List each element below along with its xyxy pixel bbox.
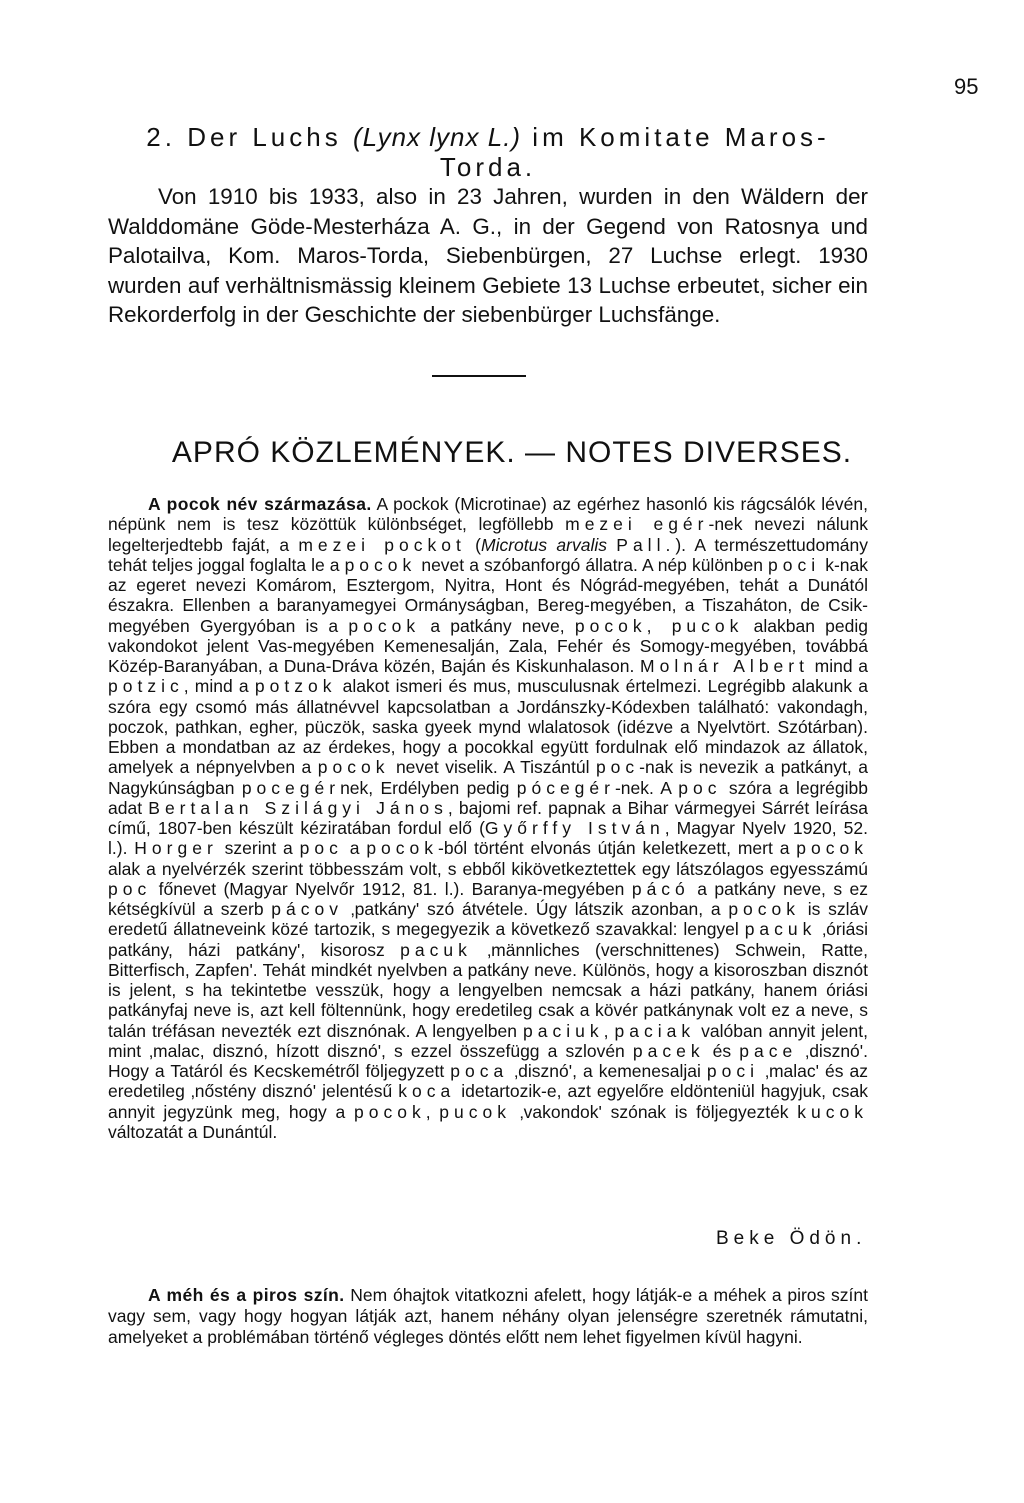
text-run: alakban pedig vakondokot jelent Vas-megyében Kemenesalján, Zala, Fehér és Somogy-megyében, továbbá Közép-Baranyában, a Duna-Dráva közén, Baján és Kiskunhalason. [108, 615, 868, 676]
text-run: nevet a szóbanforgó állatra. A nép különben [416, 554, 769, 575]
spaced-term: pace [739, 1040, 798, 1061]
text-run: változatát a Dunántúl. [108, 1121, 278, 1142]
text-run: a patkány neve, s ez kétségkívül a szerb [108, 878, 868, 919]
text-run: ‚vakondok' szónak is följegyezték [511, 1101, 798, 1122]
text-run: nek, Erdélyben pedig [340, 777, 517, 798]
spaced-term: pocok [728, 899, 801, 919]
text-run: ( [465, 534, 481, 555]
spaced-term: paciak [614, 1020, 696, 1041]
text-run: Nem óhajtok vitatkozni afelett, hogy látják-e a méhek a piros színt vagy sem, vagy hogy hogyan látják azt, hanem néhány olyan jelenségre szeretnék rámutatni, amelyeket a problémában történő végleges döntés előtt nem lehet figyelmen kívül hagyni. [108, 1285, 868, 1347]
text-run: , [425, 1101, 440, 1122]
text-run: -ból történt elvonás útján keletkezett, mert a [438, 838, 797, 859]
text-run: szerint a [217, 838, 300, 859]
article-body-luchs: Von 1910 bis 1933, also in 23 Jahren, wurden in den Wäldern der Walddomäne Göde-Mesterháza A. G., in der Gegend von Ratosnya und Palotailva, Kom. Maros-Torda, Siebenbürgen, 27 Luchse erlegt. 1930 wurden auf verhältnismässig kleinem Gebiete 13 Luchse erbeutet, sicher ein Rekorderfolg in der Geschichte der siebenbürger Luchsfänge. [108, 184, 868, 327]
article-body-pocok [108, 494, 868, 1142]
spaced-term: mezei egér [565, 514, 709, 535]
spaced-term: mezei pockot [298, 534, 466, 555]
text-run: ‚malac' és az eredetileg ‚nőstény disznó' jelentésű [108, 1061, 869, 1102]
text-run: -nak is nevezik a patkányt, a Nagykúnságban [108, 757, 869, 798]
text-run: -nek. A [614, 777, 679, 798]
title-prefix: 2. Der Luchs [146, 122, 353, 152]
spaced-term: pocok [317, 757, 390, 778]
text-run: k-nak az egeret nevezi Komárom, Esztergom, Nyitra, Hont és Nógrád-megyében, tehát a Dunától északra. Ellenben a baranyamegyei Ormányságban, Bereg-megyében, a Tiszaháton, de Csik-megyében Gyergyóban is a [108, 554, 868, 636]
article-lead-pocok: A pocok név származása. [148, 494, 372, 514]
text-run: főnevet (Magyar Nyelvőr 1912, 81. l.). Baranya-megyében [151, 878, 632, 899]
text-run: , [603, 1020, 615, 1041]
text-run: nevet viselik. A Tiszántúl [389, 757, 596, 778]
spaced-term: pócegér [516, 777, 615, 798]
spaced-term: poc [108, 878, 152, 899]
title-suffix: im Komitate Maros-Torda. [439, 122, 830, 182]
text-run: ‚disznó'. Hogy a Tatáról és Kecskemétről följegyzett [108, 1040, 868, 1081]
section-heading: APRÓ KÖZLEMÉNYEK. — NOTES DIVERSES. [171, 436, 853, 469]
text-run: alak a nyelvérzék szerint többesszám volt, s ebből kikövetkeztettek egy látszólagos egyesszámú [108, 858, 868, 879]
text-run: ‚männliches (verschnittenes) Schwein, Ratte, Bitterfisch, Zapfen'. Tehát mindkét nyelvben a patkány neve. Különös, hogy a kisoroszban disznót is jelent, s ha tekintetbe vesszük, hogy a lengyelben nemcsak a házi patkány, hanem óriási patkányfaj neve is, azt kell föltennünk, hogy eredetileg csak a kövér patkánynak volt ez a neve, s talán tréfásan nevezték ezt disznónak. A lengyelben [108, 939, 868, 1041]
spaced-term: poca [450, 1061, 509, 1081]
spaced-term: pocok [796, 838, 868, 859]
spaced-term: pucok [439, 1101, 511, 1122]
spaced-term: poci [706, 1061, 760, 1081]
spaced-term: Bertalan Szilágyi János [148, 797, 448, 818]
spaced-term: poci [768, 554, 821, 575]
spaced-term: pocegér [241, 777, 341, 798]
text-run [607, 535, 616, 555]
spaced-term: pocok [348, 615, 421, 636]
spaced-term: pacek [632, 1040, 705, 1061]
spaced-term: pocok, pucok [574, 615, 744, 636]
text-run: a [342, 838, 367, 859]
section-divider [432, 375, 526, 377]
text-run: is szláv eredetű állatneveink közé tartozik, s megegyezik a következő szavakkal: lengyel [108, 899, 869, 940]
spaced-term: pocok [354, 1101, 426, 1122]
spaced-term: Horger [134, 838, 218, 859]
spaced-term: pacuk [744, 919, 817, 940]
text-run: idetartozik-e, azt egyelőre eldönteniül hagyjuk, csak annyit jegyzünk meg, hogy a [108, 1081, 868, 1122]
spaced-term: paciuk [523, 1020, 604, 1041]
text-run: ‚óriási patkány, házi patkány', kisorosz [108, 919, 869, 960]
text-run: a patkány neve, [420, 615, 575, 636]
text-run: , bajomi ref. papnak a Bihar vármegyei Sárrét leírása című, 1807-ben készült kéziratában fordul elő ( [108, 797, 869, 838]
spaced-term: pácov [271, 899, 343, 919]
author-signature: Beke Ödön. [716, 1228, 867, 1249]
page-number: 95 [954, 74, 979, 99]
spaced-term: Molnár Albert [640, 656, 809, 676]
spaced-term: pocok [344, 554, 417, 575]
title-latin-name: (Lynx lynx L.) [352, 122, 522, 152]
spaced-term: potzok [254, 676, 337, 697]
text-run: -nek nevezi nálunk legelterjedtebb faját, a [108, 514, 869, 555]
article-body-meh [108, 1285, 868, 1348]
text-run: ‚patkány' szó átvétele. Úgy látszik azonban, a [343, 899, 729, 919]
article-lead-meh: A méh és a piros szín. [148, 1285, 345, 1305]
text-run: A pockok (Microtinae) az egérhez hasonló kis rágcsálók lévén, népünk nem is tesz közöttük különbséget, legföllebb [108, 494, 868, 535]
text-run: , Magyar Nyelv 1920, 52. l.). [108, 818, 869, 859]
spaced-term: poc [678, 777, 722, 798]
spaced-term: pocok [366, 838, 439, 859]
spaced-term: Pall. [616, 534, 676, 555]
spaced-term: Győrffy István [484, 818, 665, 838]
text-run: ‚disznó', a kemenesaljai [508, 1061, 707, 1081]
spaced-term: poc [595, 757, 640, 778]
spaced-term: pacuk [400, 939, 472, 960]
latin-term: Microtus arvalis [481, 534, 607, 555]
text-run: mind a [808, 656, 869, 676]
spaced-term: koca [398, 1081, 456, 1102]
spaced-term: pácó [631, 878, 690, 899]
spaced-term: kucok [797, 1101, 868, 1122]
spaced-term: potzic [108, 676, 184, 697]
text-run: szóra a legrégibb adat [108, 777, 868, 818]
text-run: alakot ismeri és mus, musculusnak értelmezi. Legrégibb alakunk a szóra egy csomó más állatnévvel kapcsolatban a Jordánszky-Kódexben található: vakondagh, poczok, pathkan, egher, püczök, saska gyeek mynd wlalatosok (idézve a Nyelvtört. Szótárban). Ebben a mondatban az az érdekes, hogy a pocokkal együtt fordulnak elő mindazok az állatok, amelyek a népnyelvben a [108, 676, 868, 778]
spaced-term: poc [299, 838, 343, 859]
text-run: és [704, 1040, 740, 1061]
text-run: valóban annyit jelent, mint ‚malac, disznó, hízott disznó', s ezzel összefügg a szlovén [108, 1020, 868, 1061]
text-run: , mind a [183, 676, 255, 697]
text-run: ). A természettudomány tehát teljes joggal foglalta le a [108, 534, 869, 575]
article-title-luchs [108, 122, 868, 182]
